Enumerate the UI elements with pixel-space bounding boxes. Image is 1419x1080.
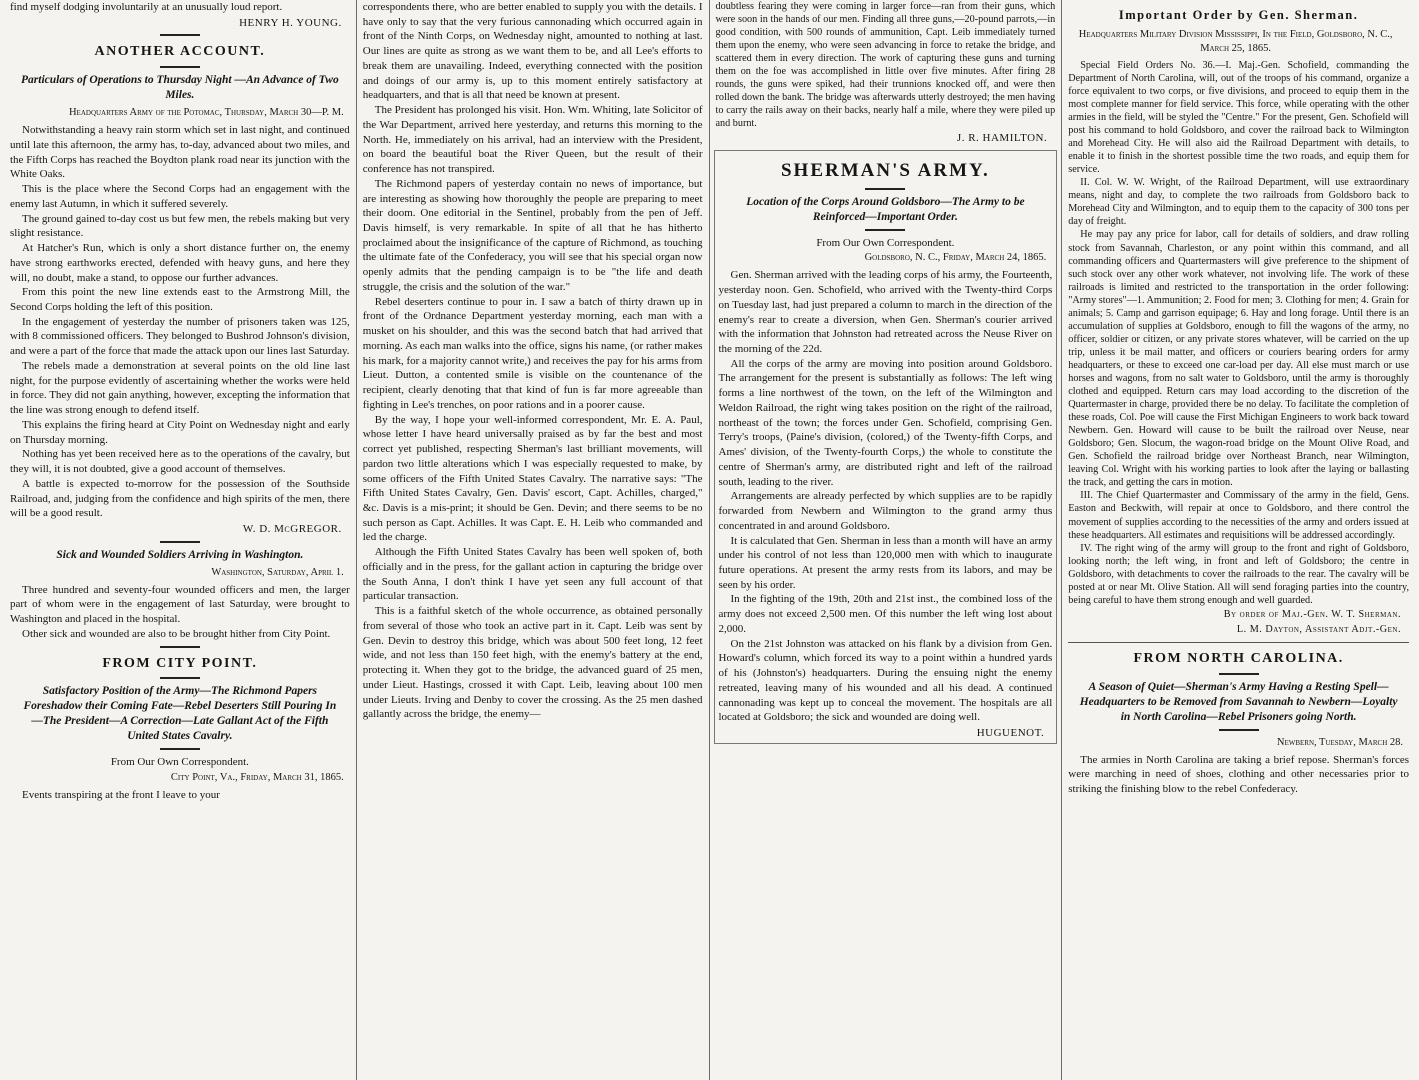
- paragraph: It is calculated that Gen. Sherman in less than a month will have an army under his control of not less than 120,000 men with which to inaugurate future operations. At present the army rests from its labors, and may be seen by his order.: [718, 534, 1053, 591]
- signature: W. D. McGREGOR.: [242, 522, 342, 535]
- divider: [160, 34, 200, 36]
- divider: [160, 66, 200, 68]
- sherman-army-article: [714, 150, 1058, 744]
- paragraph: Special Field Orders No. 36.—I. Maj.-Gen. Schofield, commanding the Department of North Carolina, will, out of the troops of his command, organize a force equivalent to two corps, or five divisions, and proceed to equip them in the most complete manner for field service. This force, while operating with the other armies in the field, will be styled the "Centre." For the present, Gen. Schofield will post his command to hold Goldsboro, and cover the railroad back to Wilmington and Morehead City. He will also aid the Railroad Department with details, to enable it to finish in the shortest possible time the two roads, and equip them for service.: [1068, 59, 1409, 176]
- correspondent-line: From Our Own Correspondent.: [110, 756, 249, 769]
- dateline: Headquarters Army of the Potomac, Thursday, March 30—P. M.: [68, 107, 344, 119]
- paragraph: This explains the firing heard at City Point on Wednesday night and early on Thursday morning.: [10, 418, 350, 446]
- paragraph: All the corps of the army are moving into position around Goldsboro. The arrangement for the present is substantially as follows: The left wing forms a line northwest of the town, on the left of the Wilmington and Weldon Railroad, the right wing takes position on the right of the railroad, northeast of the town; the forces under Gen. Schofield, comprising Gen. Terry's troops, (Paine's division, (colored,) of the Twenty-fifth Corps, and Ames' division, of the Twenty-fourth Corps,) the whole to constitute the centre of Sherman's army, are distributed right and left of the railroad south, leading to the river.: [718, 357, 1053, 488]
- column-2: [357, 0, 710, 1080]
- paragraph: Rebel deserters continue to pour in. I saw a batch of thirty drawn up in front of the Ordnance Department yesterday morning, each man with a musket on his shoulder, and this was the second batch that had arrived that morning. As each man walks into the office, signs his name, (or rather makes his mark, for a majority cannot write,) and receives the pay for his arms from Lieut. Dutton, a contented smile is visible on the countenance of the recipient, clearly denoting that that kind of fun is far more agreeable than fighting in Lee's trenches, on poor rations and in a poorer cause.: [362, 295, 703, 411]
- subheadline: A Season of Quiet—Sherman's Army Having a Resting Spell—Headquarters to be Removed from Savannah to Newbern—Loyalty in North Carolina—Rebel Prisoners going North.: [1079, 680, 1398, 723]
- subheadline: Particulars of Operations to Thursday Night —An Advance of Two Miles.: [21, 74, 339, 102]
- dateline: Headquarters Military Division Mississippi, In the Field, Goldsboro, N. C., March 25, 1865.: [1078, 28, 1393, 54]
- paragraph: Nothing has yet been received here as to the operations of the cavalry, but they will, it is not doubted, give a good account of themselves.: [10, 448, 350, 476]
- dateline: City Point, Va., Friday, March 31, 1865.: [170, 771, 344, 783]
- headline-from-north-carolina: FROM NORTH CAROLINA.: [1133, 650, 1344, 666]
- dateline: Washington, Saturday, April 1.: [211, 566, 344, 578]
- headline-another-account: ANOTHER ACCOUNT.: [94, 44, 266, 60]
- paragraph: The ground gained to-day cost us but few men, the rebels making but very slight resistance.: [10, 212, 350, 240]
- column-1: [4, 0, 357, 1080]
- divider: [1219, 729, 1259, 731]
- signature: HENRY H. YOUNG.: [239, 16, 342, 29]
- paragraph: At Hatcher's Run, which is only a short distance further on, the enemy have strong earthworks erected, defended with heavy guns, and here they will, no doubt, make a stand, to oppose our further advances.: [10, 242, 350, 284]
- paragraph: A battle is expected to-morrow for the possession of the Southside Railroad, and, judging from the confidence and high spirits of the men, there will be a good result.: [10, 477, 350, 520]
- divider: [1219, 673, 1259, 675]
- headline-from-city-point: FROM CITY POINT.: [102, 655, 258, 671]
- paragraph: IV. The right wing of the army will group to the front and right of Goldsboro, looking north; the left wing, in front and left of Goldsboro; the centre in Goldsboro, with detachments to cover the railroads to the rear. The cavalry will be posted at or near Mt. Olive Station. All will send foraging parties into the country, being careful to have them strong enough and well guarded.: [1068, 542, 1409, 606]
- subheadline: Satisfactory Position of the Army—The Richmond Papers Foreshadow their Coming Fate—Rebel Deserters Still Pouring In—The President—A Correction—Late Gallant Act of the Fifth United States Cavalry.: [23, 685, 337, 743]
- subheadline: Location of the Corps Around Goldsboro—The Army to be Reinforced—Important Order.: [746, 195, 1025, 223]
- headline-shermans-army: SHERMAN'S ARMY.: [780, 160, 990, 182]
- column-4: [1062, 0, 1415, 1080]
- headline-important-order: Important Order by Gen. Sherman.: [1118, 8, 1359, 22]
- divider: [865, 188, 905, 190]
- paragraph: In the engagement of yesterday the number of prisoners taken was 125, with 8 commissioned officers. They belonged to Bushrod Johnson's division, and were a part of the force that made the attack upon our lines last Saturday.: [10, 315, 350, 358]
- paragraph: From this point the new line extends east to the Armstrong Mill, the Second Corps holding the left of this position.: [10, 286, 350, 313]
- paragraph: correspondents there, who are better enabled to supply you with the details. I have only to say that the very furious cannonading which occurred again in front of the Ninth Corps, on Wednesday night, amounted to nothing at last. Our lines are quite as strong as we want them to be, and all Lee's efforts to break them are unavailing. Indeed, everything connected with the position and doings of our army is, up to this moment entirely satisfactory at headquarters, and that is all that need be known at present.: [362, 1, 703, 102]
- paragraph: Three hundred and seventy-four wounded officers and men, the larger part of whom were in the engagement of last Saturday, were brought to Washington and placed in the hospital.: [10, 583, 350, 626]
- paragraph: This is a faithful sketch of the whole occurrence, as obtained personally from several of those who took an active part in it. Capt. Leib was sent by Gen. Devin to destroy this bridge, which was about 500 feet long, 12 feet wide, and not less than 150 feet high, with the enemy's battery at the end, protecting it. When they got to the bridge, the advanced guard of 25 men, under Lieut. Hastings, crossed it with Capt. Leib, leaving about 100 men under Lieuts. Irving and Denby to cover the crossing. As the 25 men dashed gallantly across the bridge, the enemy—: [362, 605, 703, 721]
- divider: [1068, 642, 1409, 643]
- paragraph: Although the Fifth United States Cavalry has been well spoken of, both officially and in the press, for the gallant action in capturing the bridge over the South Anna, I don't think I have yet seen any full account of that particular transaction.: [362, 546, 703, 603]
- dateline: Newbern, Tuesday, March 28.: [1276, 736, 1403, 748]
- paragraph: On the 21st Johnston was attacked on his flank by a division from Gen. Howard's column, which forced its way to a point within a hundred yards of his (Johnston's) headquarters. During the ensuing night the enemy retreated, leaving many of his wounded and all his dead. A continued cannonading was kept up to conceal the movement. The hospitals are all located at Goldsboro; the sick and wounded are doing well.: [718, 637, 1053, 724]
- paragraph: II. Col. W. W. Wright, of the Railroad Department, will use extraordinary means, night and day, to complete the two railroads from Goldsboro back to Morehead City and Wilmington, and to equip them to the capacity of 300 tons per day of freight.: [1068, 177, 1409, 228]
- signature: By order of Maj.-Gen. W. T. Sherman.: [1223, 608, 1401, 620]
- paragraph: The President has prolonged his visit. Hon. Wm. Whiting, late Solicitor of the War Department, arrived here yesterday, and returns this morning to the North. He, immediately on his arrival, had an interview with the President, on board the beautiful boat the River Queen, but the result of their conference has not transpired.: [362, 104, 703, 176]
- paragraph: The armies in North Carolina are taking a brief repose. Sherman's forces were marching in need of shoes, clothing and other necessaries prior to striking the finishing blow to the rebel Confederacy.: [1068, 753, 1409, 796]
- paragraph: This is the place where the Second Corps had an engagement with the enemy last Autumn, in which it suffered severely.: [10, 183, 350, 210]
- divider: [160, 748, 200, 750]
- paragraph: By the way, I hope your well-informed correspondent, Mr. E. A. Paul, whose letter I have heard universally praised as by far the best and most correct yet published, respecting Sherman's last brilliant movements, will pardon two little alterations which I was especially requested to make, by some officers of the Fifth United States Cavalry. The narrative says: "The Fifth United States Cavalry, Gen. Davis' escort, Capt. Achilles, charged," &c. Davis is a mis-print; it should be Gen. Devin; and there seems to be no such person as Capt. Achilles. It was Capt. E. H. Leib who commanded and led the charge.: [362, 413, 703, 544]
- paragraph: doubtless fearing they were coming in larger force—ran from their guns, which were soon in the hands of our men. Finding all three guns,—20-pound parrots,—in good condition, with 500 rounds of ammunition, Capt. Leib immediately turned them upon the enemy, who were seen advancing in force to retake the bridge, and scattered them in every direction. The work of capturing these guns and turning them on the foe was accomplished in little over five minutes. After firing 28 rounds, the guns were spiked, had their trunnions knocked off, and were then rolled down the bank. The bridge was afterwards utterly destroyed; the men having to carry the rails away on their backs, nearly half a mile, where they were piled up and burnt.: [715, 1, 1056, 130]
- paragraph: Other sick and wounded are also to be brought hither from City Point.: [22, 627, 331, 640]
- subheadline-sick-wounded: Sick and Wounded Soldiers Arriving in Washington.: [56, 548, 304, 561]
- divider: [160, 677, 200, 679]
- correspondent-line: From Our Own Correspondent.: [816, 236, 955, 249]
- paragraph: The rebels made a demonstration at several points on the old line last night, for the purpose evidently of ascertaining whether the works were held in force. They did not gain anything, however, excepting the information that the line was strong enough to defend itself.: [10, 359, 350, 417]
- divider: [160, 541, 200, 543]
- signature: HUGUENOT.: [976, 727, 1045, 740]
- signature: J. R. HAMILTON.: [956, 132, 1048, 145]
- article-continuation: find myself dodging involuntarily at an unusually loud report.: [10, 1, 283, 13]
- paragraph: Events transpiring at the front I leave to your: [22, 788, 220, 801]
- paragraph: III. The Chief Quartermaster and Commissary of the army in the field, Gens. Easton and Beckwith, will repair at once to Goldsboro, and there control the movement of supplies according to the necessities of the army and orders issued at these headquarters. All estimates and requisitions will be addressed accordingly.: [1068, 490, 1409, 541]
- paragraph: In the fighting of the 19th, 20th and 21st inst., the combined loss of the army does not exceed 2,500 men. Of this number the left wing lost about 2,000.: [718, 593, 1053, 635]
- column-3: [710, 0, 1063, 1080]
- paragraph: Arrangements are already perfected by which supplies are to be rapidly forwarded from Newbern and Wilmington to the grand army thus concentrated in and around Goldsboro.: [718, 490, 1053, 532]
- dateline: Goldsboro, N. C., Friday, March 24, 1865.: [864, 252, 1047, 264]
- paragraph: He may pay any price for labor, call for details of soldiers, and draw rolling stock from Savannah, Charleston, or any point within this command, and all commanding officers and Quartermasters will give preference to the shipment of such stock over any other work whatever, not involving life. The work of these railroads is limited and restricted to the transportation in the order following: "Army stores"—1. Ammunition; 2. Food for men; 3. Clothing for men; 4. Grain for animals; 5. Camp and garrison equipage; 6. Hay and long forage. Until there is an accumulation of supplies at Goldsboro, enough to fill the wagons of the army, no officer, soldier or citizen, or any private stores whatever, will be carried on the up trip, unless it be mail matter, and officers or couriers bearing orders for army headquarters, or these to exceed one car-load per day. All else must march or use horses and wagons, from no salt water to Goldsboro, until the army is thoroughly clothed and equipped. Return cars may load according to the discretion of the Quartermaster in charge, provided there be no delay. To facilitate the completion of these roads, Col. Poe will cause the First Michigan Engineers to work back toward Newbern. Gen. Howard will cause to be built the railroad over Neuse, near Goldsboro; Gen. Slocum, the wagon-road bridge on the Mount Olive Road, and Gen. Schofield the railroad bridge over Northeast Branch, near Wilmington, leaving Col. Wright with his working parties to look after the laying or ballasting the track, and getting the cars in motion.: [1068, 229, 1409, 489]
- divider: [160, 646, 200, 648]
- paragraph: The Richmond papers of yesterday contain no news of importance, but are interesting as showing how thoroughly the people are preparing to meet their doom. One editorial in the Sentinel, probably from the pen of Jeff. Davis himself, is very remarkable. In spite of all that he has hitherto proclaimed about the insignificance of the capture of Richmond, as touching the ultimate fate of the Confederacy, you will see that his special organ now openly admits that the pending campaign is to be "the life and death struggle, the crisis and the solution of the war.": [362, 177, 703, 293]
- paragraph: Notwithstanding a heavy rain storm which set in last night, and continued until late this afternoon, the army has, to-day, advanced about two miles, and the Fifth Corps has reached the Boydton plank road near its junction with the White Oaks.: [10, 124, 350, 181]
- paragraph: Gen. Sherman arrived with the leading corps of his army, the Fourteenth, yesterday noon. Gen. Schofield, who arrived with the Twenty-third Corps on Tuesday last, had just prepared a column to march in the direction of the enemy's rear to create a diversion, when Gen. Sherman's courier arrived with the information that Johnston had retreated across the Neuse River on the morning of the 22d.: [718, 269, 1053, 355]
- divider: [865, 229, 905, 231]
- signature: L. M. Dayton, Assistant Adjt.-Gen.: [1236, 623, 1401, 635]
